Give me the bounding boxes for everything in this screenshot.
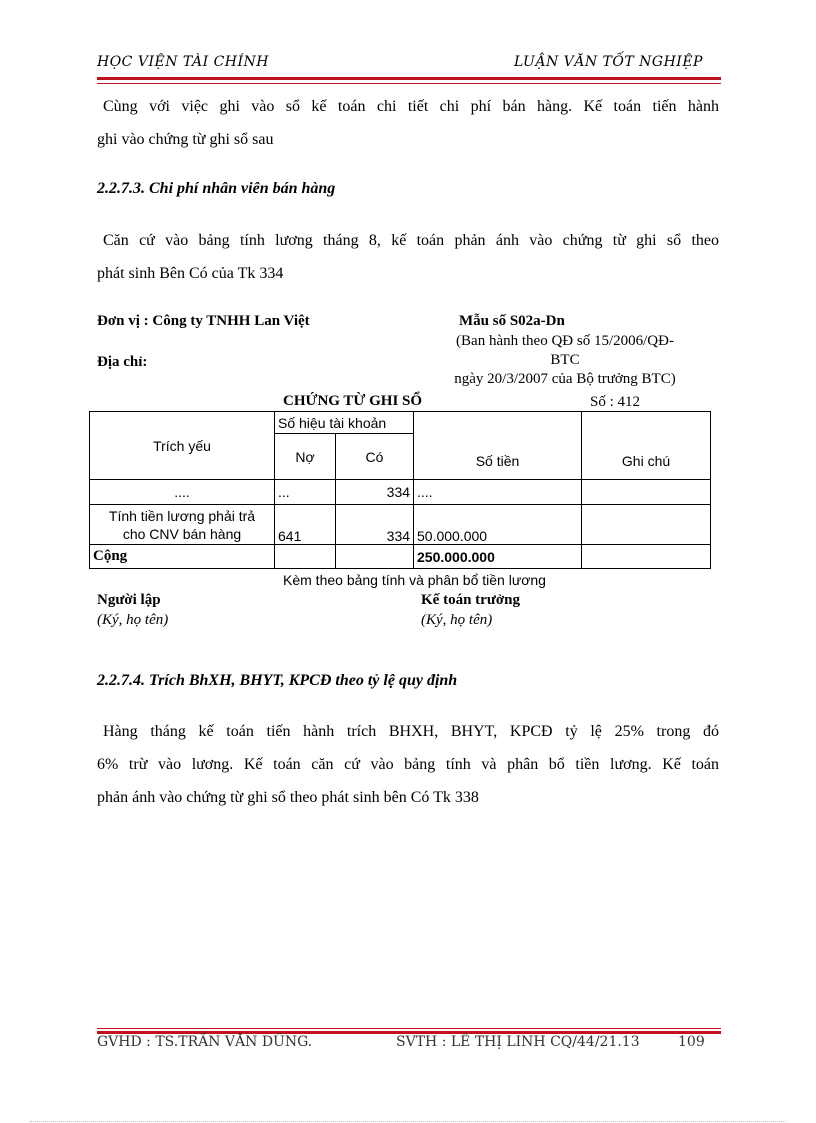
unit-label: Đơn vị : (97, 313, 149, 329)
table-row (90, 480, 711, 505)
footer-rule-thin (97, 1028, 721, 1029)
total-amount: 250.000.000 (414, 545, 582, 569)
footer-student: SVTH : LÊ THỊ LINH CQ/44/21.13 (396, 1034, 640, 1050)
accountant-label: Kế toán trưởng (421, 592, 520, 608)
total-debit-empty (275, 545, 336, 569)
table-row (90, 505, 711, 545)
row2-debit: 641 (275, 505, 336, 545)
decision-block (420, 332, 710, 389)
row1-credit: 334 (336, 480, 414, 505)
header-debit: Nợ (275, 434, 336, 480)
section2-line-1: Hàng tháng kế toán tiến hành trích BHXH, BHYT, KPCĐ tỷ lệ 25% trong đó (103, 723, 719, 740)
section1-paragraph (97, 224, 719, 290)
header-description: Trích yếu (90, 412, 275, 480)
section2-paragraph (97, 715, 719, 814)
decision-line-1: (Ban hành theo QĐ số 15/2006/QĐ- (456, 333, 674, 349)
header-amount: Số tiền (414, 412, 582, 480)
header-note: Ghi chú (582, 412, 711, 480)
row2-description (90, 505, 275, 545)
page-edge-divider (30, 1121, 786, 1122)
total-note-empty (582, 545, 711, 569)
template-number: Mẫu số S02a-Dn (459, 313, 565, 329)
row1-amount: .... (414, 480, 582, 505)
preparer-label: Người lập (97, 592, 161, 608)
table-total-row (90, 545, 711, 569)
header-right: LUẬN VĂN TỐT NGHIỆP (514, 54, 703, 70)
intro-line-2: ghi vào chứng từ ghi sổ sau (97, 131, 274, 148)
row1-description: .... (90, 480, 275, 505)
row2-note (582, 505, 711, 545)
footer-advisor: GVHD : TS.TRẦN VĂN DŨNG. (97, 1034, 313, 1050)
row1-debit: ... (275, 480, 336, 505)
attachment-note: Kèm theo bảng tính và phân bổ tiền lương (283, 572, 546, 588)
row2-amount: 50.000.000 (414, 505, 582, 545)
section1-line-2: phát sinh Bên Có của Tk 334 (97, 265, 284, 282)
header-left: HỌC VIỆN TÀI CHÍNH (97, 54, 269, 70)
section-title-2: Trích BhXH, BHYT, KPCĐ theo tỷ lệ quy định (149, 672, 458, 689)
section1-line-1: Căn cứ vào bảng tính lương tháng 8, kế toán phản ánh vào chứng từ ghi sổ theo (103, 232, 719, 249)
total-label: Cộng (90, 545, 275, 569)
section-number-2: 2.2.7.4. (97, 672, 145, 689)
voucher-title: CHỨNG TỪ GHI SỔ (283, 393, 423, 409)
unit-value: Công ty TNHH Lan Việt (152, 313, 310, 329)
ledger-table (89, 411, 711, 569)
footer-page-number: 109 (678, 1034, 705, 1050)
header-rule-thin (97, 83, 721, 84)
header-account-group: Số hiệu tài khoản (275, 412, 414, 434)
intro-paragraph (97, 90, 719, 156)
section-number-1: 2.2.7.3. (97, 180, 145, 197)
preparer-sign: (Ký, họ tên) (97, 612, 169, 628)
row2-description-line-1: Tính tiền lương phải trả (108, 507, 256, 524)
row2-description-line-2: cho CNV bán hàng (122, 525, 242, 542)
section2-line-3: phản ánh vào chứng từ ghi sổ theo phát sinh bên Có Tk 338 (97, 789, 479, 806)
header-rule (97, 77, 721, 80)
intro-line-1: Cùng với việc ghi vào sổ kế toán chi tiết chi phí bán hàng. Kế toán tiến hành (103, 98, 719, 115)
section-heading-1 (97, 180, 335, 198)
decision-line-3: ngày 20/3/2007 của Bộ trưởng BTC) (454, 371, 676, 387)
section2-line-2: 6% trừ vào lương. Kế toán căn cứ vào bảng tính và phân bổ tiền lương. Kế toán (97, 756, 719, 773)
total-credit-empty (336, 545, 414, 569)
accountant-sign: (Ký, họ tên) (421, 612, 493, 628)
header-credit: Có (336, 434, 414, 480)
decision-line-2: BTC (550, 352, 580, 368)
section-title-1: Chi phí nhân viên bán hàng (149, 180, 336, 197)
address-label: Địa chỉ: (97, 354, 148, 370)
unit-line (97, 313, 310, 330)
voucher-number: Số : 412 (590, 394, 641, 410)
table-header-row-1 (90, 412, 711, 434)
row1-note (582, 480, 711, 505)
row2-credit: 334 (336, 505, 414, 545)
section-heading-2 (97, 672, 457, 690)
